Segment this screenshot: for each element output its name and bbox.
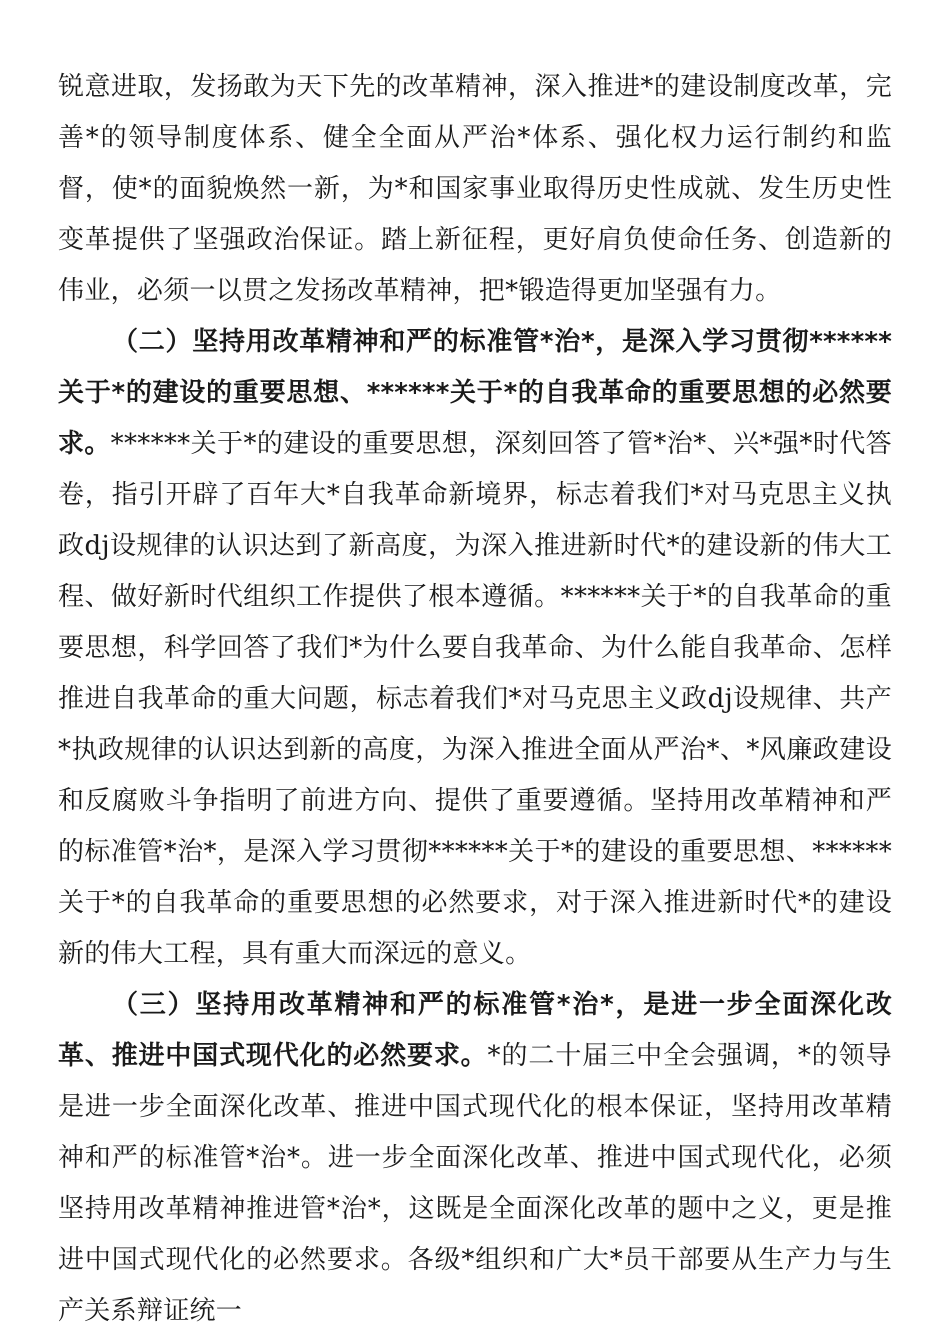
section-heading-three: （三）坚持用改革精神和严的标准管*治*，是进一步全面深化改革、推进中国式现代化的必然要求。 [58, 990, 892, 1071]
paragraph-body: ******关于*的建设的重要思想，深刻回答了管*治*、兴*强*时代答卷，指引开辟了百年大*自我革命新境界，标志着我们*对马克思主义执政dj设规律的认识达到了新高度，为深入推进新时代*的建设新的伟大工程、做好新时代组织工作提供了根本遵循。******关于*的自我革命的重要思想，科学回答了我们*为什么要自我革命、为什么能自我革命、怎样推进自我革命的重大问题，标志着我们*对马克思主义政dj设规律、共产*执政规律的认识达到新的高度，为深入推进全面从严治*、*风廉政建设和反腐败斗争指明了前进方向、提供了重要遵循。坚持用改革精神和严的标准管*治*，是深入学习贯彻******关于*的建设的重要思想、******关于*的自我革命的重要思想的必然要求，对于深入推进新时代*的建设新的伟大工程，具有重大而深远的意义。 [58, 429, 892, 969]
document-page [58, 62, 892, 1337]
paragraph-section-three [58, 980, 892, 1337]
paragraph-body: 锐意进取，发扬敢为天下先的改革精神，深入推进*的建设制度改革，完善*的领导制度体系、健全全面从严治*体系、强化权力运行制约和监督，使*的面貌焕然一新，为*和国家事业取得历史性成就、发生历史性变革提供了坚强政治保证。踏上新征程，更好肩负使命任务、创造新的伟业，必须一以贯之发扬改革精神，把*锻造得更加坚强有力。 [58, 72, 892, 306]
paragraph-section-two [58, 317, 892, 980]
paragraph-continuation [58, 62, 892, 317]
paragraph-body: *的二十届三中全会强调，*的领导是进一步全面深化改革、推进中国式现代化的根本保证，坚持用改革精神和严的标准管*治*。进一步全面深化改革、推进中国式现代化，必须坚持用改革精神推进管*治*，这既是全面深化改革的题中之义，更是推进中国式现代化的必然要求。各级*组织和广大*员干部要从生产力与生产关系辩证统一 [58, 1041, 892, 1326]
section-heading-two: （二）坚持用改革精神和严的标准管*治*，是深入学习贯彻******关于*的建设的重要思想、******关于*的自我革命的重要思想的必然要求。 [58, 327, 892, 459]
